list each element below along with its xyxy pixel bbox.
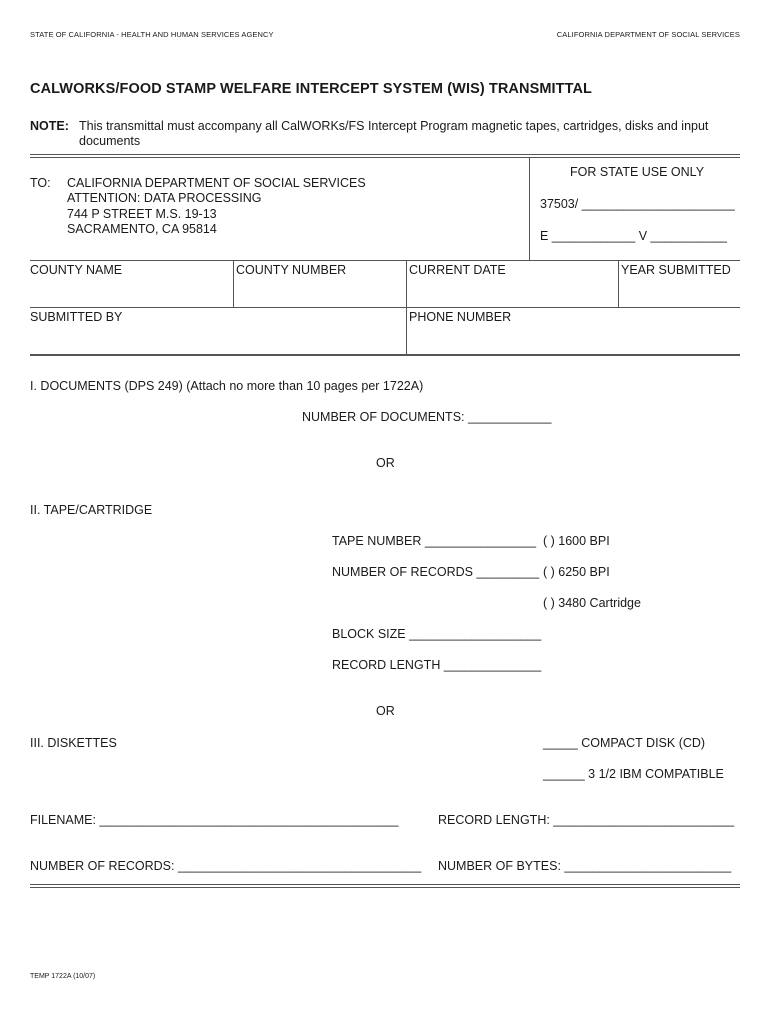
number-of-documents-field[interactable]: NUMBER OF DOCUMENTS: ____________ xyxy=(302,410,552,424)
bottom-record-length-field[interactable]: RECORD LENGTH: __________________________ xyxy=(438,813,735,827)
note-text-line2: documents xyxy=(79,134,141,148)
submitted-by-label: SUBMITTED BY xyxy=(30,310,123,324)
to-address-line2: ATTENTION: DATA PROCESSING xyxy=(67,191,262,205)
or-separator: OR xyxy=(376,704,395,718)
or-separator: OR xyxy=(376,456,395,470)
state-use-border xyxy=(529,157,530,260)
bpi-1600-checkbox[interactable]: ( ) 1600 BPI xyxy=(543,534,610,548)
section-documents-heading: I. DOCUMENTS (DPS 249) (Attach no more than 10 pages per 1722A) xyxy=(30,379,424,393)
divider xyxy=(30,157,740,158)
section-tape-heading: II. TAPE/CARTRIDGE xyxy=(30,503,153,517)
department-header: CALIFORNIA DEPARTMENT OF SOCIAL SERVICES xyxy=(556,30,740,39)
number-of-bytes-field[interactable]: NUMBER OF BYTES: ________________________ xyxy=(438,859,732,873)
block-size-field[interactable]: BLOCK SIZE ___________________ xyxy=(332,627,542,641)
cell-border xyxy=(618,260,619,307)
to-address-line4: SACRAMENTO, CA 95814 xyxy=(67,222,217,236)
to-label: TO: xyxy=(30,176,51,190)
state-use-line1[interactable]: 37503/ ______________________ xyxy=(540,197,735,211)
divider xyxy=(30,887,740,888)
number-of-records-field[interactable]: NUMBER OF RECORDS _________ xyxy=(332,565,540,579)
form-number: TEMP 1722A (10/07) xyxy=(30,973,96,980)
state-use-title: FOR STATE USE ONLY xyxy=(570,165,705,179)
divider xyxy=(30,884,740,885)
to-address-line1: CALIFORNIA DEPARTMENT OF SOCIAL SERVICES xyxy=(67,176,366,190)
filename-field[interactable]: FILENAME: ___________________________________________ xyxy=(30,813,399,827)
note-label: NOTE: xyxy=(30,119,69,133)
form-title: CALWORKS/FOOD STAMP WELFARE INTERCEPT SYSTEM (WIS) TRANSMITTAL xyxy=(30,81,593,97)
state-use-line2[interactable]: E ____________ V ___________ xyxy=(540,229,727,243)
compact-disk-option[interactable]: _____ COMPACT DISK (CD) xyxy=(543,736,706,750)
phone-number-label: PHONE NUMBER xyxy=(409,310,512,324)
county-number-label: COUNTY NUMBER xyxy=(236,263,347,277)
county-name-label: COUNTY NAME xyxy=(30,263,123,277)
section-diskettes-heading: III. DISKETTES xyxy=(30,736,117,750)
tape-number-field[interactable]: TAPE NUMBER ________________ xyxy=(332,534,537,548)
bottom-number-of-records-field[interactable]: NUMBER OF RECORDS: ___________________________________ xyxy=(30,859,422,873)
divider xyxy=(30,260,740,261)
current-date-label: CURRENT DATE xyxy=(409,263,506,277)
record-length-field[interactable]: RECORD LENGTH ______________ xyxy=(332,658,542,672)
divider xyxy=(30,354,740,356)
divider xyxy=(30,307,740,308)
year-submitted-label: YEAR SUBMITTED xyxy=(621,263,731,277)
bpi-6250-checkbox[interactable]: ( ) 6250 BPI xyxy=(543,565,610,579)
ibm-compatible-option[interactable]: ______ 3 1/2 IBM COMPATIBLE xyxy=(543,767,724,781)
cartridge-3480-checkbox[interactable]: ( ) 3480 Cartridge xyxy=(543,596,641,610)
cell-border xyxy=(233,260,234,307)
note-text-line1: This transmittal must accompany all CalWORKs/FS Intercept Program magnetic tapes, cartridges, disks and input xyxy=(79,119,709,133)
to-address-line3: 744 P STREET M.S. 19-13 xyxy=(67,207,217,221)
divider xyxy=(30,154,740,155)
agency-header: STATE OF CALIFORNIA - HEALTH AND HUMAN SERVICES AGENCY xyxy=(30,30,274,39)
